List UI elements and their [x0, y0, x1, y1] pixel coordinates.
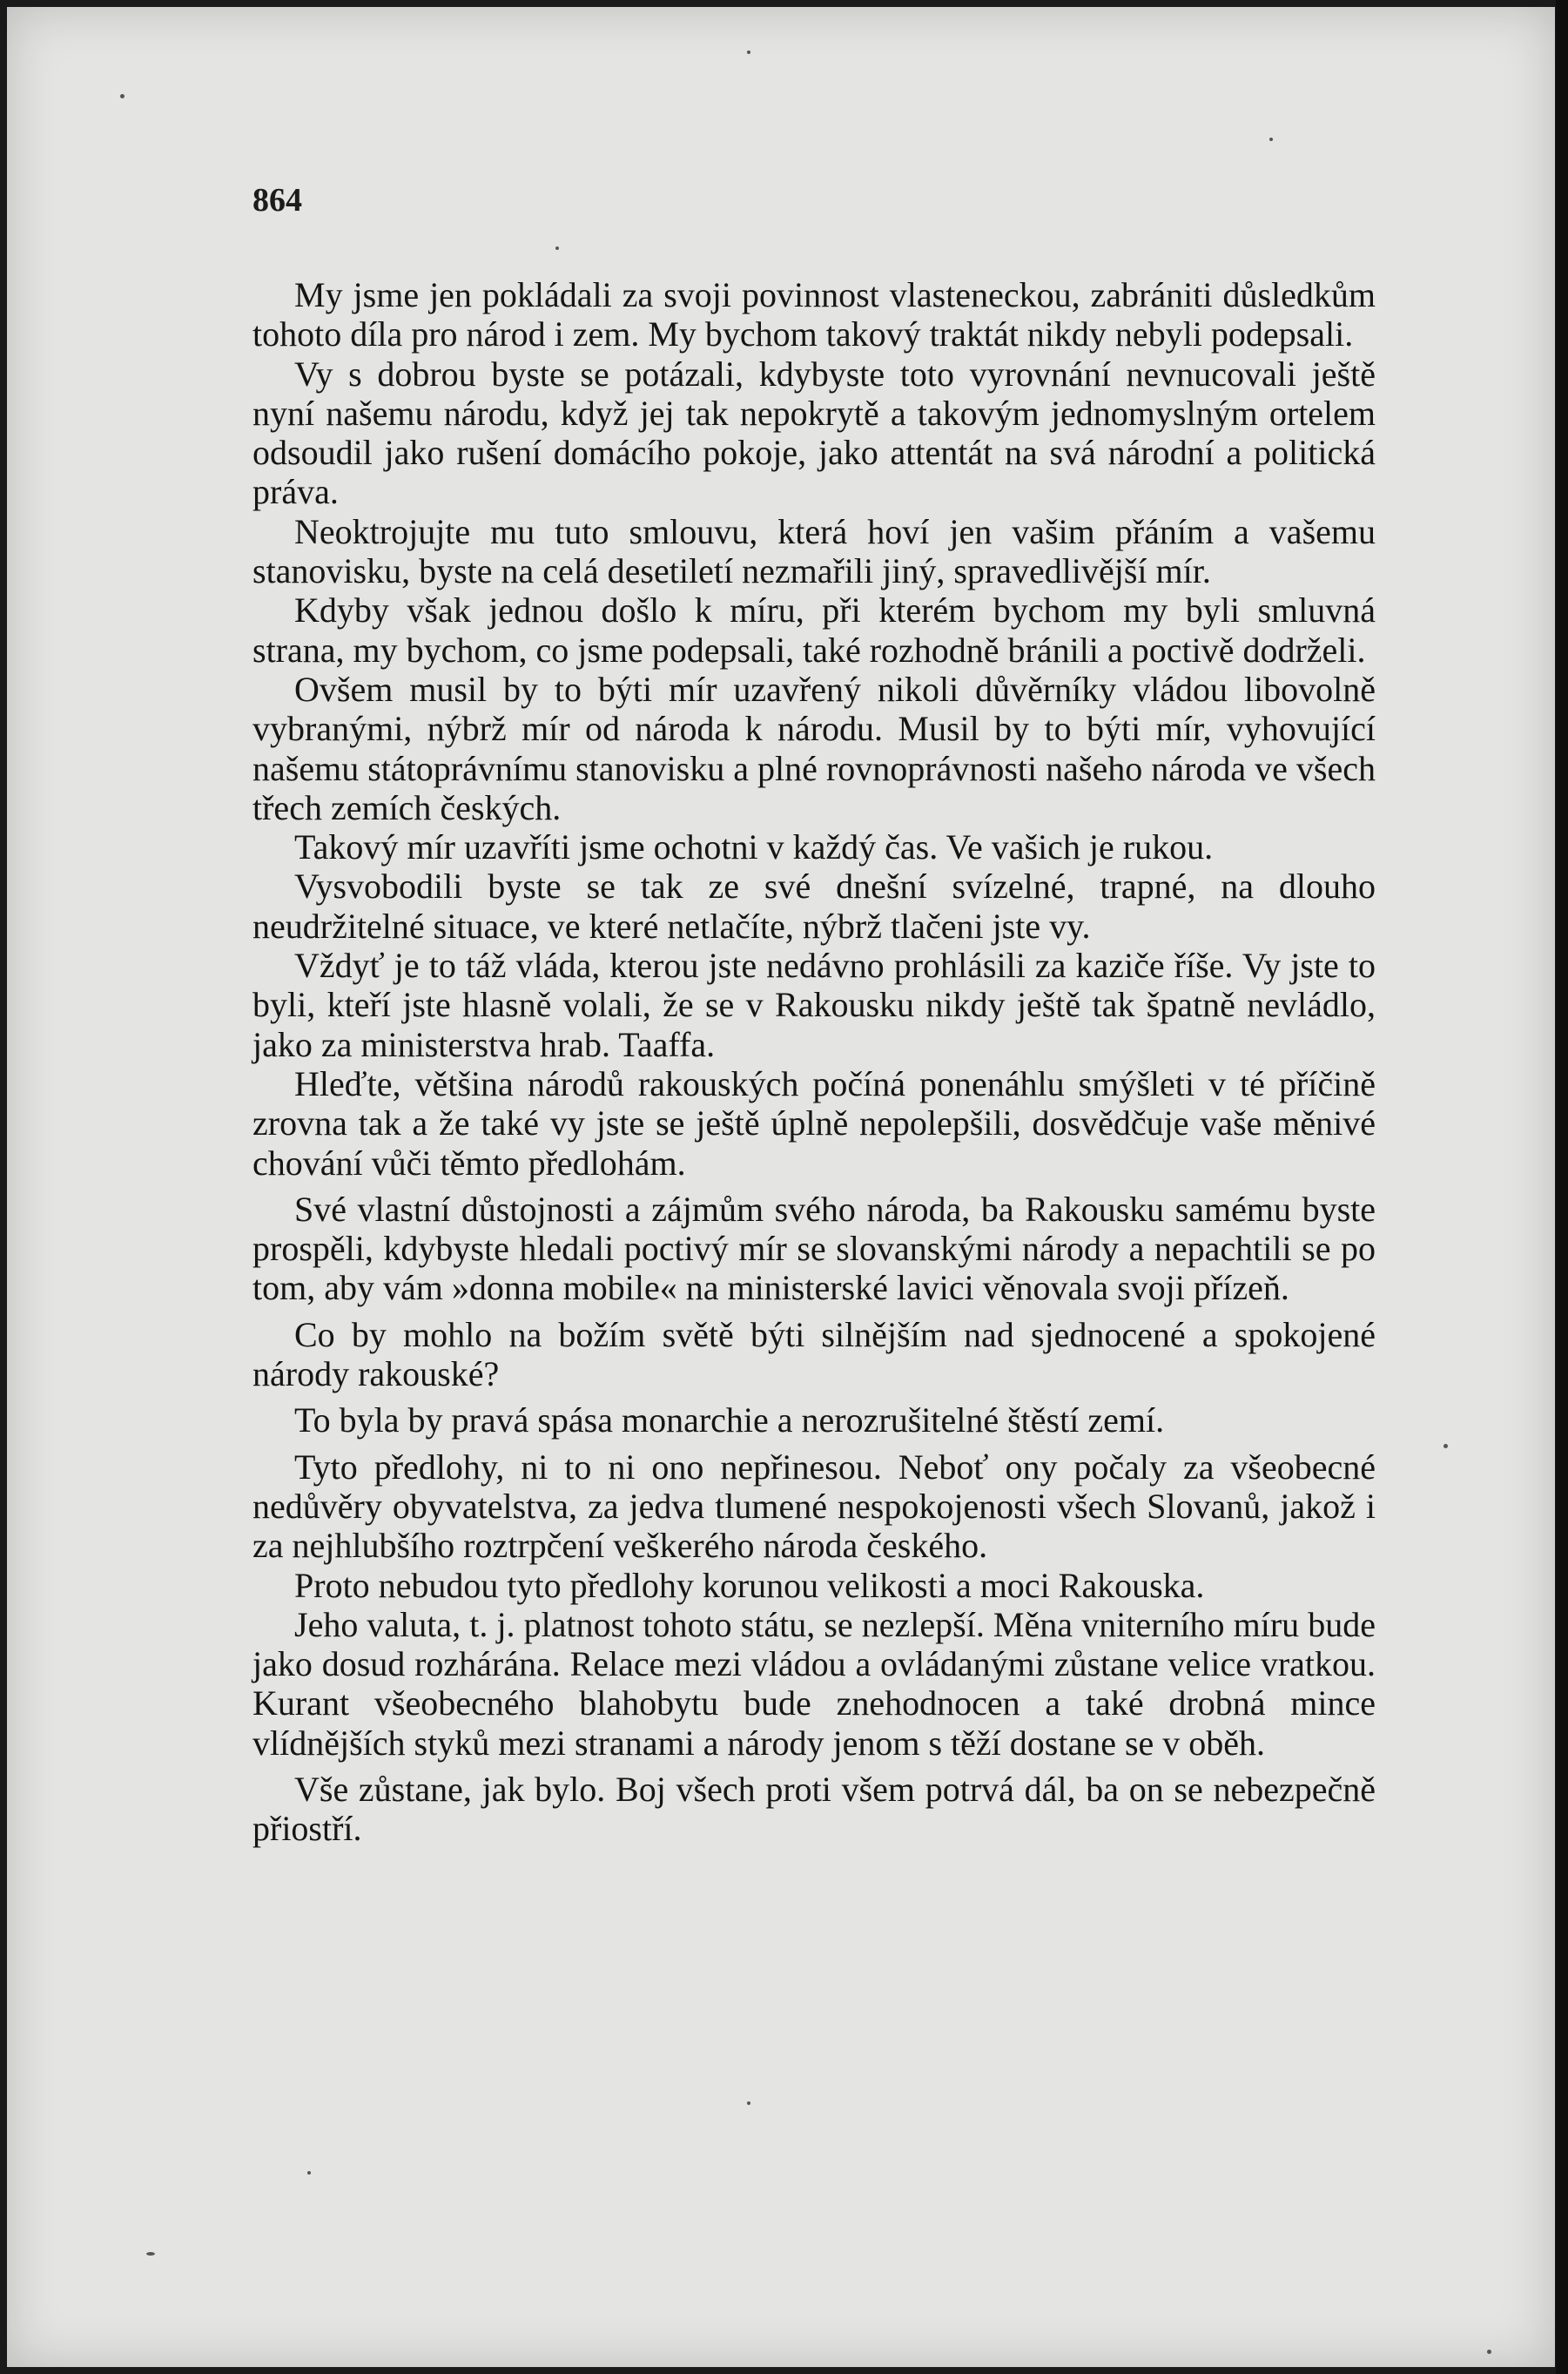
- paragraph: Vše zůstane, jak bylo. Boj všech proti všem potrvá dál, ba on se nebezpečně přiostří.: [252, 1769, 1376, 1849]
- paragraph: Vysvobodili byste se tak ze své dnešní svízelné, trapné, na dlouho neudržitelné situace, ve které netlačíte, nýbrž tlačeni jste vy.: [252, 867, 1376, 946]
- body-text: [252, 275, 1376, 1849]
- paragraph: Takový mír uzavříti jsme ochotni v každý čas. Ve vašich je rukou.: [294, 827, 1214, 867]
- scan-speck: [1444, 1444, 1448, 1448]
- scan-edge: [1556, 0, 1568, 2374]
- scan-speck: [120, 94, 124, 98]
- paragraph: Vždyť je to táž vláda, kterou jste nedávno prohlásili za kaziče říše. Vy jste to byli, kteří jste hlasně volali, že se v Rakousku nikdy ještě tak špatně nevládlo, jako za ministerstva hrab. Taaffa.: [252, 946, 1376, 1064]
- paragraph: Co by mohlo na božím světě býti silnějším nad sjednocené a spokojené národy rakouské?: [252, 1314, 1376, 1394]
- scan-speck: [1269, 138, 1273, 141]
- paragraph: Tyto předlohy, ni to ni ono nepřinesou. Neboť ony počaly za všeobecné nedůvěry obyvatelstva, za jedva tlumené nespokojenosti všech Slovanů, jakož i za nejhlubšího roztrpčení veškerého národa českého.: [252, 1447, 1376, 1566]
- paragraph: Neoktrojujte mu tuto smlouvu, která hoví jen vašim přáním a vašemu stanovisku, byste na celá desetiletí nezmařili jiný, spravedlivější mír.: [252, 511, 1376, 591]
- scan-speck: [146, 2252, 155, 2256]
- paragraph: Kdyby však jednou došlo k míru, při kterém bychom my byli smluvná strana, my bychom, co jsme podepsali, také rozhodně bránili a poctivě dodrželi.: [252, 590, 1376, 670]
- paragraph: Své vlastní důstojnosti a zájmům svého národa, ba Rakousku samému byste prospěli, kdybyste hledali poctivý mír se slovanskými národy a nepachtili se po tom, aby vám »donna mobile« na ministerské lavici věnovala svoji přízeň.: [252, 1189, 1376, 1308]
- scan-speck: [307, 2171, 311, 2175]
- paragraph: Ovšem musil by to býti mír uzavřený nikoli důvěrníky vládou libovolně vybranými, nýbrž mír od národa k národu. Musil by to býti mír, vyhovující našemu státoprávnímu stanovisku a plné rovnoprávnosti našeho národa ve všech třech zemích českých.: [252, 669, 1376, 827]
- paragraph: My jsme jen pokládali za svoji povinnost vlasteneckou, zabrániti důsledkům tohoto díla pro národ i zem. My bychom takový traktát nikdy nebyli podepsali.: [252, 275, 1376, 354]
- paragraph: Vy s dobrou byste se potázali, kdybyste toto vyrovnání nevnucovali ještě nyní našemu národu, když jej tak nepokrytě a takovým jednomyslným ortelem odsoudil jako rušení domácího pokoje, jako attentát na svá národní a politická práva.: [252, 354, 1376, 512]
- paragraph: Proto nebudou tyto předlohy korunou velikosti a moci Rakouska.: [294, 1565, 1205, 1605]
- scan-speck: [555, 246, 559, 250]
- paragraph: Jeho valuta, t. j. platnost tohoto státu, se nezlepší. Měna vniterního míru bude jako dosud rozhárána. Relace mezi vládou a ovládanými zůstane velice vratkou. Kurant všeobecného blahobytu bude znehodnocen a také drobná mince vlídnějších styků mezi stranami a národy jenom s těží dostane se v oběh.: [252, 1604, 1376, 1763]
- paragraph: To byla by pravá spása monarchie a nerozrušitelné štěstí zemí.: [294, 1400, 1165, 1440]
- paragraph: Hleďte, většina národů rakouských počíná ponenáhlu smýšleti v té příčině zrovna tak a že také vy jste se ještě úplně nepolepšili, dosvědčuje vaše měnivé chování vůči těmto předlohám.: [252, 1063, 1376, 1183]
- scan-speck: [747, 51, 750, 54]
- scanned-page: [7, 7, 1555, 2367]
- scan-speck: [1487, 2350, 1491, 2354]
- page-number: 864: [252, 182, 302, 219]
- scan-speck: [747, 2101, 750, 2105]
